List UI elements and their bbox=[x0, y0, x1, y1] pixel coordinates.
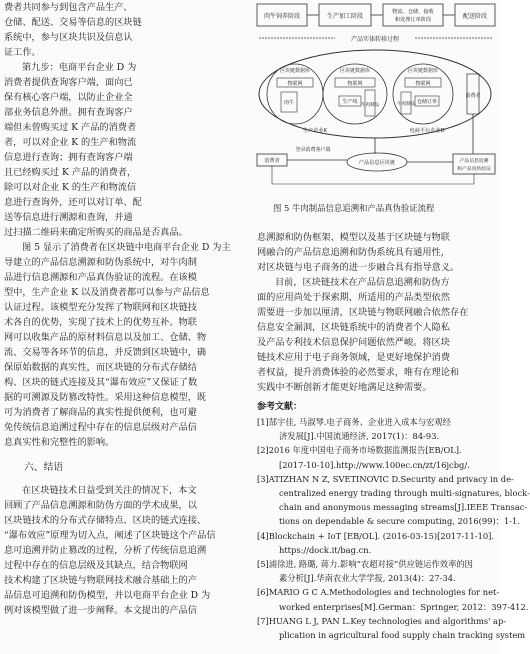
text-line: 术各自的优势，实现了技术上的优势互补。物联 bbox=[4, 317, 197, 328]
reference-item: [4]Blockchain + IoT [EB/OL]. (2016-03-15)[2017-11-10]. bbox=[257, 530, 495, 541]
reference-item: [2]2016 年度中国电子商务市场数据监测报告[EB/OL]. bbox=[257, 445, 462, 456]
text-line: 部业务信息外泄。拥有查询客户 bbox=[4, 107, 133, 118]
svg-text:和产品真伪验证: 和产品真伪验证 bbox=[457, 167, 491, 172]
text-line: 构、区块的链式连接及其“瀑布效应”又保证了数 bbox=[4, 377, 198, 388]
text-line: 除可以对企业 K 的生产和物流信 bbox=[4, 182, 137, 193]
text-line: 者，可以对企业 K 的生产和物流 bbox=[4, 137, 137, 148]
text-line: 息溯源和防伪框架、模型以及基于区块链与物联 bbox=[257, 232, 450, 243]
references-list bbox=[257, 415, 530, 642]
text-line: 消费者提供查询客户端，面向已 bbox=[4, 77, 133, 88]
text-line: 例对该模型做了进一步阐释。本文提出的产品信 bbox=[4, 605, 197, 616]
text-line: 及产品专利技术信息保护问题依然严峻。将区块 bbox=[257, 337, 450, 348]
stage-label-4: 配送阶段 bbox=[462, 13, 488, 20]
reference-item: [3]ATIZHAN N Z, SVETINOVIC D.Security and privacy in de- bbox=[257, 473, 514, 484]
text-line: 品进行信息溯源和产品真伪验证的流程。在该模 bbox=[4, 272, 197, 283]
text-line: 过扫描二维码来确定所购买的商品是否真品。 bbox=[4, 227, 188, 238]
figure-5 bbox=[255, 2, 497, 220]
text-line: 流、交易等各环节的信息，并反馈到区块链中，确 bbox=[4, 347, 207, 358]
right-column bbox=[257, 230, 530, 642]
reference-continuation: 济发展[J].中国流通经济, 2017(1)：84-93. bbox=[279, 431, 440, 442]
svg-text:仓储订单: 仓储订单 bbox=[416, 99, 438, 105]
stage-label-1: 肉牛饲养阶段 bbox=[263, 13, 301, 20]
text-line: 证工作。 bbox=[4, 47, 41, 58]
text-line: 第九步：电商平台企业 D 为 bbox=[22, 62, 137, 73]
stage-label-3a: 物流、仓储、接收 bbox=[392, 9, 434, 15]
text-line: 且已经购买过 K 产品的消费者， bbox=[4, 167, 137, 178]
section-heading-conclusion: 六、结语 bbox=[24, 462, 64, 473]
reference-continuation: tions on dependable & secure computing, 2016(99)：1-1. bbox=[279, 516, 520, 527]
stage-label-2: 生产加工阶段 bbox=[326, 13, 364, 20]
text-line: 过程中存在的信息层级及其缺点，结合物联网 bbox=[4, 560, 188, 571]
flow-diagram bbox=[255, 2, 497, 200]
text-line: 可为消费者了解商品的真实性提供便利，也可避 bbox=[4, 407, 197, 418]
svg-text:区块链数据库: 区块链数据库 bbox=[339, 68, 371, 74]
text-line: 据的可溯源及防篡改特性。采用这种信息模型，既 bbox=[4, 392, 207, 403]
text-line: 目前，区块链技术在产品信息追溯和防伪方 bbox=[275, 277, 450, 288]
left-body-text bbox=[4, 0, 246, 450]
conclusion-text bbox=[4, 483, 246, 618]
text-line: 导建立的产品信息溯源和防伪系统中，对牛肉制 bbox=[4, 257, 197, 268]
text-line: 回顾了产品信息溯源和防伪方面的学术成果，以 bbox=[4, 500, 197, 511]
text-line: 链技术应用于电子商务领域，是更好地保护消费 bbox=[257, 352, 450, 363]
reference-continuation: centralized energy trading through multi-signatures, block- bbox=[279, 488, 530, 499]
svg-text:电商平台企业D: 电商平台企业D bbox=[409, 128, 445, 134]
text-line: 信息进行查询；拥有查询客户端 bbox=[4, 152, 133, 163]
svg-text:登录消费客户端: 登录消费客户端 bbox=[295, 147, 331, 153]
reference-continuation: chain and anonymous messaging streams[J].IEEE Transac- bbox=[279, 502, 528, 513]
text-line: 息可追溯并防止篡改的过程，分析了传统信息追溯 bbox=[4, 545, 207, 556]
text-line: 者权益，提升消费体验的必然要求，唯有在理论和 bbox=[257, 367, 460, 378]
svg-text:物联网: 物联网 bbox=[347, 81, 363, 87]
text-line: 系统中，参与区块共识及信息认 bbox=[4, 32, 133, 43]
svg-text:生产线: 生产线 bbox=[342, 99, 358, 105]
text-line: 在区块链技术日益受到关注的情况下，本文 bbox=[22, 485, 197, 496]
svg-text:牛肉制品: 牛肉制品 bbox=[397, 102, 415, 107]
svg-text:肉牛: 肉牛 bbox=[283, 100, 295, 106]
svg-text:物联网: 物联网 bbox=[415, 81, 431, 87]
text-line: 型中，生产企业 K 以及消费者都可以参与产品信息 bbox=[4, 287, 210, 298]
reference-continuation: [2017-10-10].http://www.100ec.cn/zt/16jcbg/. bbox=[279, 459, 470, 470]
svg-text:物联网: 物联网 bbox=[287, 81, 303, 87]
references-title: 参考文献： bbox=[257, 402, 303, 412]
text-line: “瀑布效应”原理为切入点，阐述了区块链这个产品信 bbox=[4, 530, 216, 541]
text-line: 送等信息进行溯源和查询，并通 bbox=[4, 212, 133, 223]
text-line: 对区块链与电子商务的进一步融合具有指导意义。 bbox=[257, 262, 460, 273]
text-line: 实践中不断创新才能更好地满足这种需要。 bbox=[257, 382, 432, 393]
text-line: 需要进一步加以厘清，区块链与物联网融合依然存在 bbox=[257, 307, 469, 318]
left-column bbox=[4, 0, 246, 618]
text-line: 息进行查询外，还可以对订单、配 bbox=[4, 197, 142, 208]
text-line: 保有核心客户端，以防止企业全 bbox=[4, 92, 133, 103]
right-body-text bbox=[257, 230, 495, 395]
svg-text:产品信息区块链: 产品信息区块链 bbox=[358, 160, 396, 166]
reference-continuation: worked enterprises[M].German：Springer, 2012：397-412. bbox=[279, 601, 529, 612]
reference-item: [6]MARIO G C A.Methodologies and technologies for net- bbox=[257, 587, 500, 598]
text-line: 端但未曾购买过 K 产品的消费者 bbox=[4, 122, 137, 133]
text-line: 技术构建了区块链与物联网技术融合基础上的产 bbox=[4, 575, 197, 586]
svg-text:消费者: 消费者 bbox=[264, 158, 280, 164]
text-line: 区块链技术的分布式存储特点、区块的链式连接、 bbox=[4, 515, 207, 526]
text-line: 费者共同参与到包含产品生产、 bbox=[4, 2, 133, 13]
text-line: 信息安全漏洞，区块链系统中的消费者个人隐私 bbox=[257, 322, 450, 333]
text-line: 品信息可追溯和防伪模型，并以电商平台企业 D 为 bbox=[4, 590, 211, 601]
svg-text:牛肉制品: 牛肉制品 bbox=[361, 103, 379, 108]
svg-text:生产企业K: 生产企业K bbox=[302, 128, 328, 134]
chain-label: 产品实体转移过程 bbox=[350, 36, 400, 43]
svg-text:区块链数据库: 区块链数据库 bbox=[407, 68, 439, 74]
reference-continuation: plication in agricultural food supply chain tracking system bbox=[279, 630, 526, 641]
text-line: 网可以收集产品的原材料信息以及加工、仓储、物 bbox=[4, 332, 207, 343]
text-line: 保原始数据的真实性，而区块链的分布式存储结 bbox=[4, 362, 197, 373]
text-line: 息真实性和完整性的影响。 bbox=[4, 437, 115, 448]
reference-item: [1]郜宇佳, 马淑琴.电子商务、企业进入成本与宏观经 bbox=[257, 417, 451, 427]
reference-continuation: 素分析[J].华南农业大学学报, 2013(4)：27-34. bbox=[279, 573, 456, 584]
reference-item: [7]HUANG L J, PAN L.Key technologies and algorithms' ap- bbox=[257, 615, 507, 626]
reference-continuation: https://dock.it/bag.cn. bbox=[279, 544, 372, 555]
stage-label-3b: 和处理订单阶段 bbox=[394, 17, 432, 23]
text-line: 网融合的产品信息追溯和防伪系统具有通用性， bbox=[257, 247, 450, 258]
text-line: 仓储、配送、交易等信息的区块链 bbox=[4, 17, 142, 28]
text-line: 面的应用尚处于探索期，所适用的产品类型依然 bbox=[257, 292, 450, 303]
svg-text:消费者: 消费者 bbox=[465, 93, 481, 99]
svg-text:产品信息追溯: 产品信息追溯 bbox=[459, 159, 489, 164]
figure-caption: 图 5 牛肉制品信息追溯和产品真伪验证流程 bbox=[273, 203, 435, 213]
text-line: 免传统信息追溯过程中存在的信息层级对产品信 bbox=[4, 422, 197, 433]
text-line: 图 5 显示了消费者在区块链中电商平台企业 D 为主 bbox=[22, 242, 231, 253]
reference-item: [5]浦徐进, 路璐, 蒋力.影响“农超对接”供应链运作效率的因 bbox=[257, 559, 473, 570]
text-line: 认证过程。该模型充分发挥了物联网和区块链技 bbox=[4, 302, 197, 313]
svg-text:区块链数据库: 区块链数据库 bbox=[279, 68, 311, 74]
